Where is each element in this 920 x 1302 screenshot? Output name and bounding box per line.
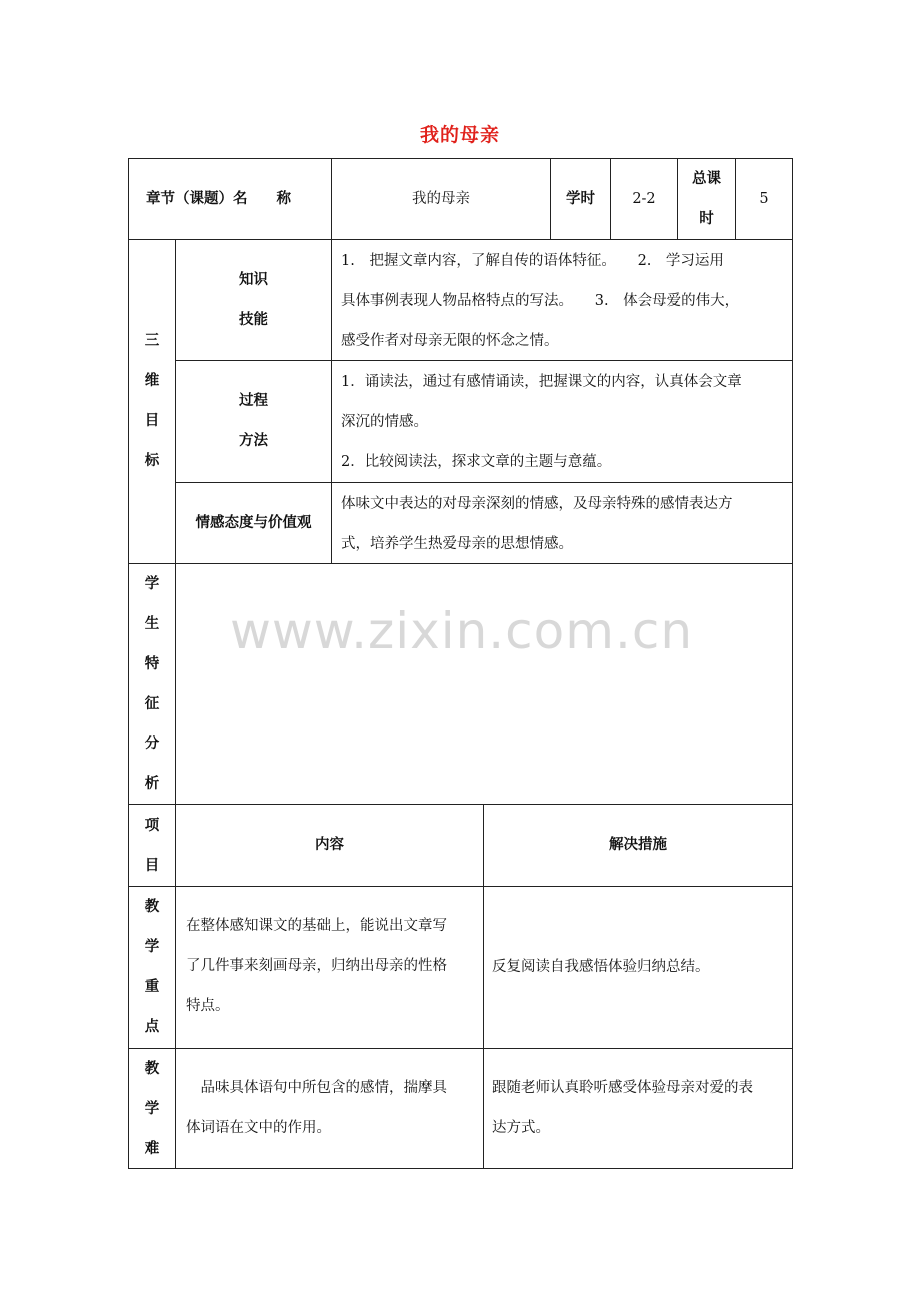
student-label-char: 特 (144, 656, 160, 672)
difficulties-label-char: 学 (144, 1101, 160, 1117)
process-label-line1: 过程 (239, 393, 268, 409)
difficulties-label (128, 1049, 176, 1169)
emotion-line: 式，培养学生热爱母亲的思想情感。 (341, 536, 573, 552)
goals-label-char: 维 (144, 373, 160, 389)
goals-label-char: 标 (144, 453, 160, 469)
student-label-char: 生 (144, 616, 160, 632)
hours-value: 2-2 (632, 191, 656, 207)
process-label-line2: 方法 (239, 433, 268, 449)
key-points-label-char: 学 (144, 939, 160, 955)
chapter-value: 我的母亲 (412, 191, 470, 207)
items-label-char: 项 (144, 818, 160, 834)
key-points-label (128, 887, 176, 1047)
hours-label: 学时 (566, 191, 595, 207)
key-points-line: 了几件事来刻画母亲，归纳出母亲的性格 (186, 958, 447, 974)
total-value: 5 (759, 191, 769, 207)
student-label-char: 析 (144, 776, 160, 792)
knowledge-label-line1: 知识 (239, 272, 268, 288)
goals-label-char: 三 (144, 333, 160, 349)
difficulties-measures (492, 1068, 790, 1148)
key-points-line: 在整体感知课文的基础上，能说出文章写 (186, 918, 447, 934)
knowledge-content (341, 241, 791, 361)
difficulties-measures-line: 跟随老师认真聆听感受体验母亲对爱的表 (492, 1080, 753, 1096)
emotion-line: 体味文中表达的对母亲深刻的情感，及母亲特殊的感情表达方 (341, 496, 733, 512)
key-points-measures: 反复阅读自我感悟体验归纳总结。 (492, 959, 710, 975)
goals-label-char: 目 (144, 413, 160, 429)
emotion-label: 情感态度与价值观 (195, 515, 312, 531)
process-line: 深沉的情感。 (341, 414, 428, 430)
key-points-line: 特点。 (186, 998, 230, 1014)
process-content (341, 362, 791, 482)
total-label-line1: 总课 (692, 171, 721, 187)
knowledge-line: 1. 把握文章内容，了解自传的语体特征。 2. 学习运用 (341, 253, 724, 269)
process-line: 2．比较阅读法，探求文章的主题与意蕴。 (341, 454, 612, 470)
key-points-label-char: 点 (144, 1019, 160, 1035)
document-title: 我的母亲 (419, 124, 500, 146)
difficulties-measures-line: 达方式。 (492, 1120, 550, 1136)
process-label-cell (175, 360, 332, 483)
difficulties-line: 品味具体语句中所包含的感情，揣摩具 (186, 1080, 447, 1096)
difficulties-line: 体词语在文中的作用。 (186, 1120, 331, 1136)
key-points-label-char: 教 (144, 899, 160, 915)
knowledge-line: 感受作者对母亲无限的怀念之情。 (341, 333, 559, 349)
measures-header: 解决措施 (609, 837, 667, 853)
knowledge-label-cell (175, 239, 332, 361)
student-analysis-label (128, 564, 176, 804)
difficulties-content (186, 1068, 482, 1148)
watermark: www.zixin.com.cn (230, 602, 694, 660)
key-points-label-char: 重 (144, 979, 160, 995)
student-label-char: 分 (144, 736, 160, 752)
difficulties-label-char: 难 (144, 1141, 160, 1157)
total-label-line2: 时 (699, 211, 714, 227)
items-label (128, 806, 176, 886)
emotion-content (341, 484, 791, 564)
content-header: 内容 (315, 837, 344, 853)
chapter-label: 章节（课题）名 称 (146, 191, 291, 207)
student-analysis-content-cell (175, 563, 793, 805)
difficulties-label-char: 教 (144, 1061, 160, 1077)
key-points-content (186, 906, 482, 1026)
knowledge-label-line2: 技能 (239, 312, 268, 328)
goals-label (128, 321, 176, 481)
student-label-char: 学 (144, 576, 160, 592)
items-label-char: 目 (144, 858, 160, 874)
knowledge-line: 具体事例表现人物品格特点的写法。 3. 体会母爱的伟大， (341, 293, 740, 309)
student-label-char: 征 (144, 696, 160, 712)
process-line: 1．诵读法，通过有感情诵读，把握课文的内容，认真体会文章 (341, 374, 742, 390)
